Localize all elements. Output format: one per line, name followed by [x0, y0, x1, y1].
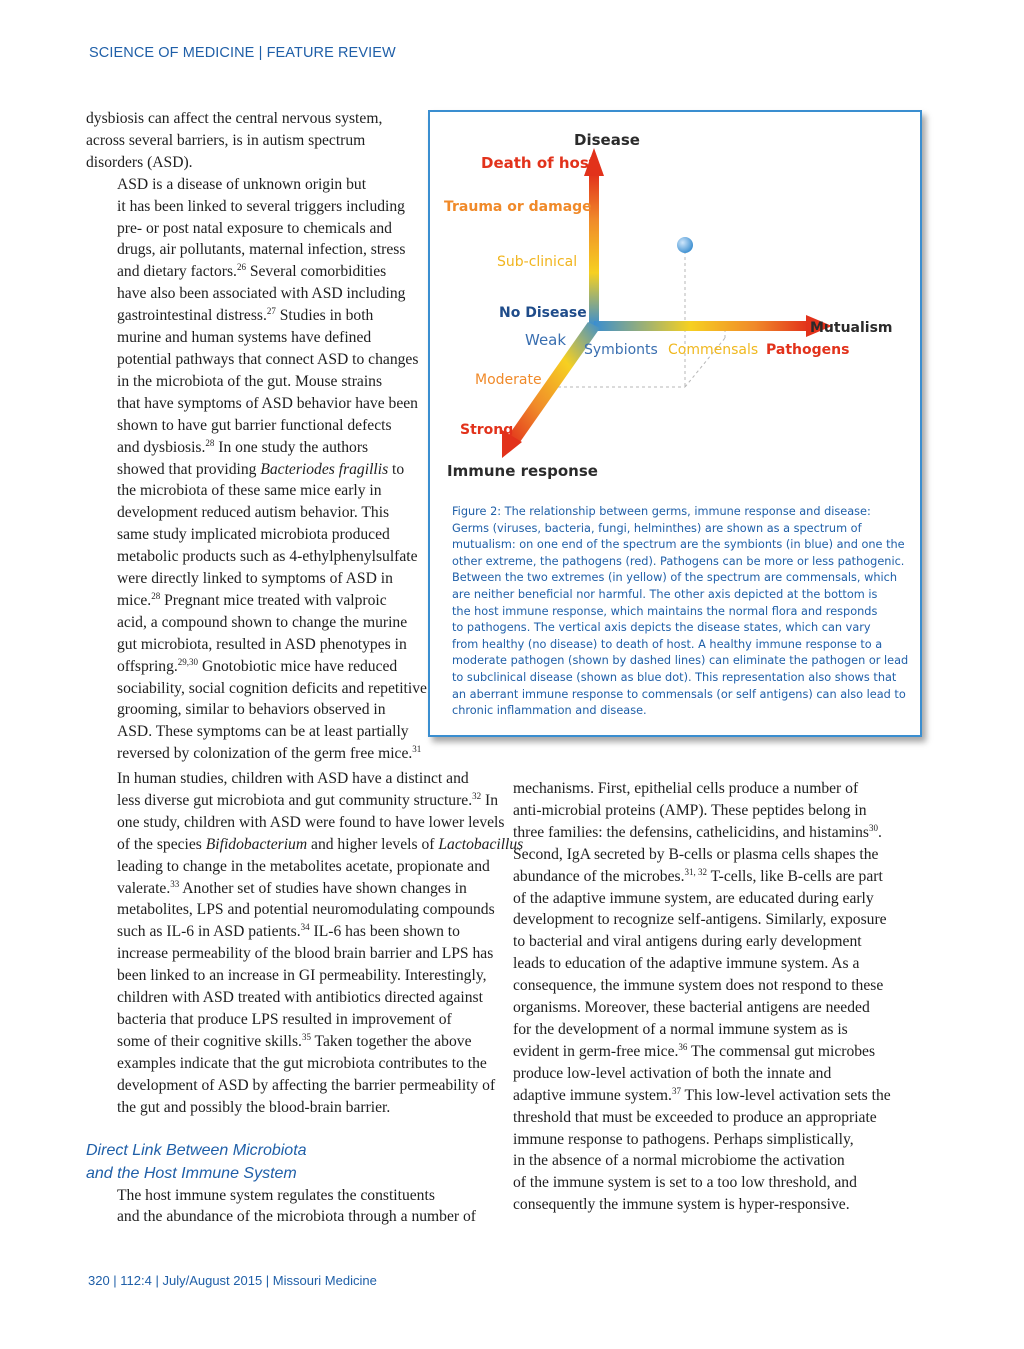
left-column-top: [86, 108, 427, 765]
label-disease: Disease: [574, 131, 640, 149]
mutualism-axis: [594, 321, 808, 331]
label-weak: Weak: [525, 331, 567, 349]
label-commensals: Commensals: [668, 342, 759, 358]
label-mutualism: Mutualism: [810, 320, 893, 336]
paragraph-2: ASD is a disease of unknown origin but it has been linked to several triggers including pre- or post natal exposure to chemicals and drugs, air pollutants, maternal infection, stress and dietary factors.$^{26}$ Several comorbidities have also been associated with ASD including gastrointestinal distress.$^{27}$ Studies in both murine and human systems have defined potential pathways that connect ASD to changes in the microbiota of the gut. Mouse strains that have symptoms of ASD behavior have been shown to have gut barrier functional defects and dysbiosis.$^{28}$ In one study the authors showed that providing Bacteriodes fragillis to the microbiota of these same mice early in development reduced autism behavior. This same study implicated microbiota produced metabolic products such as 4-ethylphenylsulfate were directly linked to symptoms of ASD in mice.$^{28}$ Pregnant mice treated with valproic acid, a compound shown to change the murine gut microbiota, resulted in ASD phenotypes in offspring.$^{29,30}$ Gnotobiotic mice have reduced sociability, social cognition deficits and repetitive grooming, similar to behaviors observed in ASD. These symptoms can be at least partially reversed by colonization of the germ free mice.$^{31}$: [117, 175, 427, 763]
label-subclinical: Sub-clinical: [497, 254, 578, 270]
figure-diagram: [430, 112, 920, 502]
section-heading: Direct Link Between Microbiota and the Host Immune System: [86, 1141, 307, 1182]
paragraph-5: mechanisms. First, epithelial cells produce a number of anti-microbial proteins (AMP). These peptides belong in three families: the defensins, cathelicidins, and histamins$^{30}$. Second, IgA secreted by B-cells or plasma cells shapes the abundance of the microbes.$^{31, 32}$ T-cells, like B-cells are part of the adaptive immune system, are educated during early development to recognize self-antigens. Similarly, exposure to bacterial and viral antigens during early development leads to education of the adaptive immune system. As a consequence, the immune system does not respond to these organisms. Moreover, these bacterial antigens are needed for the development of a normal immune system as is evident in germ-free mice.$^{36}$ The commensal gut microbes produce low-level activation of both the innate and adaptive immune system.$^{37}$ This low-level activation sets the threshold that must be exceeded to produce an appropriate immune response to pathogens. Perhaps simplistically, in the absence of a normal microbiome the activation of the immune system is set to a too low threshold, and consequently the immune system is hyper-responsive.: [513, 780, 891, 1214]
label-symbionts: Symbionts: [584, 342, 658, 358]
right-column: [513, 778, 928, 1216]
label-trauma: Trauma or damage: [444, 199, 592, 215]
figure-labels: [444, 131, 893, 480]
label-immune: Immune response: [447, 462, 598, 480]
blue-dot: [677, 237, 693, 253]
label-death: Death of host: [481, 154, 596, 172]
label-pathogens: Pathogens: [766, 342, 850, 358]
running-header: SCIENCE OF MEDICINE | FEATURE REVIEW: [89, 45, 396, 61]
paragraph-3: In human studies, children with ASD have a distinct and less diverse gut microbiota and gut community structure.$^{32}$ In one study, children with ASD were found to have lower levels of the species Bifidobacterium and higher levels of Lactobacillus leading to change in the metabolites acetate, propionate and valerate.$^{33}$ Another set of studies have shown changes in metabolites, LPS and potential neuromodulating compounds such as IL-6 in ASD patients.$^{34}$ IL-6 has been shown to increase permeability of the blood brain barrier and LPS has been linked to an increase in GI permeability. Interestingly, children with ASD treated with antibiotics directed against bacteria that produce LPS resulted in improvement of some of their cognitive skills.$^{35}$ Taken together the above examples indicate that the gut microbiota contributes to the development of ASD by affecting the barrier permeability of the gut and possibly the blood-brain barrier.: [117, 770, 524, 1116]
paragraph-4: The host immune system regulates the constituents and the abundance of the microbiota through a number of: [117, 1186, 476, 1226]
figure-caption: Figure 2: The relationship between germs, immune response and disease: Germs (viruses, bacteria, fungi, helminthes) are shown as a spectrum of mutualism: on one end of the spectrum are the symbionts (in blue) and one the other extreme, the pathogens (red). Pathogens can be more or less pathogenic. Between the two extremes (in yellow) of the spectrum are commensals, which are neither beneficial nor harmful. The other axis depicted at the bottom is the host immune response, which maintains the normal flora and responds to pathogens. The vertical axis depicts the disease states, which can vary from healthy (no disease) to death of host. A healthy immune response to a moderate pathogen (shown by dashed lines) can eliminate the pathogen or lead to subclinical disease (shown as blue dot). This representation also shows that an aberrant immune response to commensals (or self antigens) can also lead to chronic inflammation and disease.: [452, 505, 909, 718]
label-moderate: Moderate: [475, 372, 542, 388]
disease-axis: [589, 174, 599, 326]
paragraph-1: dysbiosis can affect the central nervous system, across several barriers, is in autism spectrum disorders (ASD).: [86, 110, 383, 171]
figure-2: [428, 110, 922, 737]
left-column-bottom: [86, 768, 524, 1228]
page-footer: 320 | 112:4 | July/August 2015 | Missouri Medicine: [88, 1273, 377, 1288]
label-strong: Strong: [460, 422, 514, 438]
label-no-disease: No Disease: [499, 305, 587, 321]
